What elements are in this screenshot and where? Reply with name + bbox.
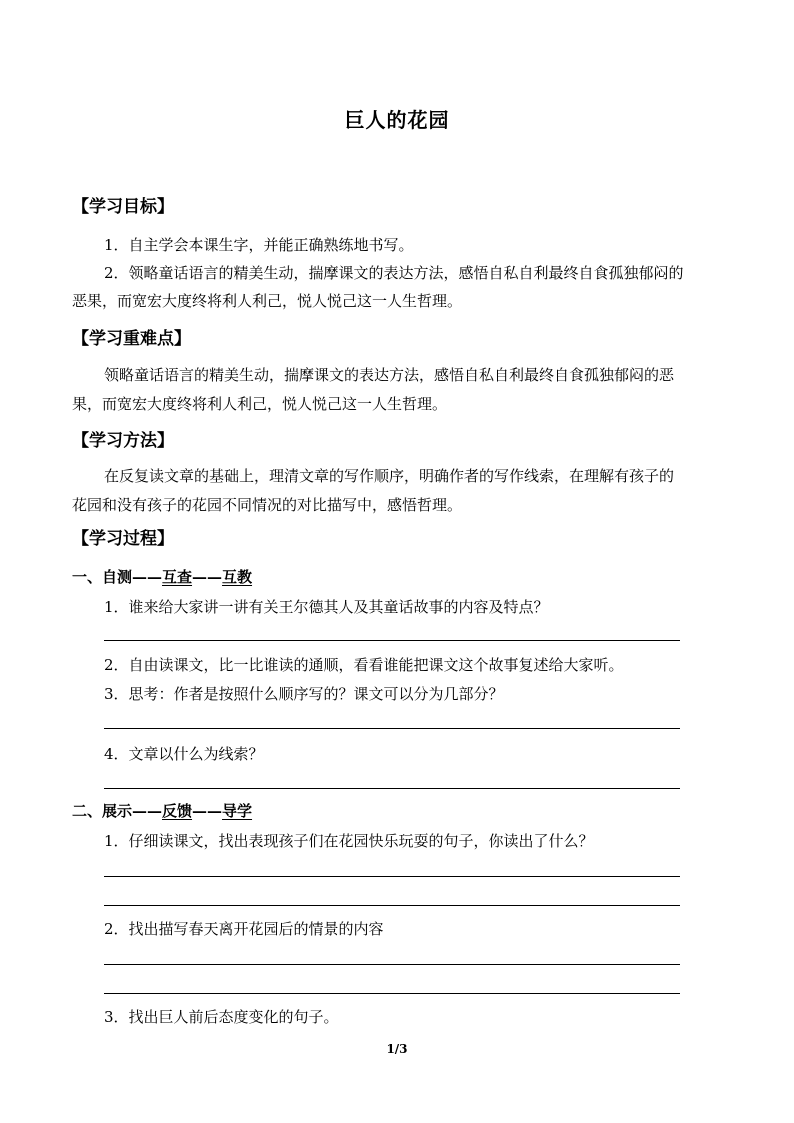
page-number: 1/3	[386, 1042, 408, 1056]
method-line-1: 在反复读文章的基础上，理清文章的写作顺序，明确作者的写作线索，在理解有孩子的	[104, 467, 675, 485]
method-line-2: 花园和没有孩子的花园不同情况的对比描写中，感悟哲理。	[72, 496, 463, 514]
part2-prefix: 二、展示——	[72, 802, 163, 820]
part1-underlined-2: 互教	[222, 568, 253, 586]
answer-line[interactable]	[104, 905, 680, 906]
part1-question-2: 2．自由读课文，比一比谁读的通顺，看看谁能把课文这个故事复述给大家听。	[104, 656, 624, 674]
heading-key-points: 【学习重难点】	[72, 329, 191, 349]
heading-learning-goals: 【学习目标】	[72, 197, 174, 217]
goal-line-1: 1．自主学会本课生字，并能正确熟练地书写。	[104, 236, 414, 254]
answer-line[interactable]	[104, 876, 680, 877]
answer-line[interactable]	[104, 964, 680, 965]
part1-question-1: 1．谁来给大家讲一讲有关王尔德其人及其童话故事的内容及特点？	[104, 598, 549, 616]
part1-underlined-1: 互查	[162, 568, 193, 586]
part2-underlined-2: 导学	[222, 802, 253, 820]
part1-mid: ——	[192, 568, 223, 586]
goal-line-2: 2．领略童话语言的精美生动，揣摩课文的表达方法，感悟自私自利最终自食孤独郁闷的	[104, 264, 684, 282]
page-title: 巨人的花园	[344, 108, 450, 132]
part2-mid: ——	[192, 802, 223, 820]
goal-line-3: 恶果，而宽宏大度终将利人利己，悦人悦己这一人生哲理。	[72, 292, 463, 310]
answer-line[interactable]	[104, 993, 680, 994]
answer-line[interactable]	[104, 788, 680, 789]
answer-line[interactable]	[104, 640, 680, 641]
part1-prefix: 一、自测——	[72, 568, 163, 586]
part1-subheading	[72, 566, 252, 587]
part1-question-4: 4．文章以什么为线索？	[104, 745, 264, 763]
keypoint-line-1: 领略童话语言的精美生动，揣摩课文的表达方法，感悟自私自利最终自食孤独郁闷的恶	[104, 366, 675, 384]
part2-underlined-1: 反馈	[162, 802, 193, 820]
part2-question-2: 2．找出描写春天离开花园后的情景的内容	[104, 920, 384, 938]
heading-learning-process: 【学习过程】	[72, 529, 174, 549]
part2-subheading	[72, 800, 252, 821]
keypoint-line-2: 果，而宽宏大度终将利人利己，悦人悦己这一人生哲理。	[72, 395, 448, 413]
answer-line[interactable]	[104, 728, 680, 729]
part2-question-1: 1．仔细读课文，找出表现孩子们在花园快乐玩耍的句子，你读出了什么？	[104, 832, 594, 850]
part2-question-3: 3．找出巨人前后态度变化的句子。	[104, 1008, 339, 1026]
part1-question-3: 3．思考：作者是按照什么顺序写的？课文可以分为几部分？	[104, 685, 504, 703]
heading-learning-methods: 【学习方法】	[72, 431, 174, 451]
